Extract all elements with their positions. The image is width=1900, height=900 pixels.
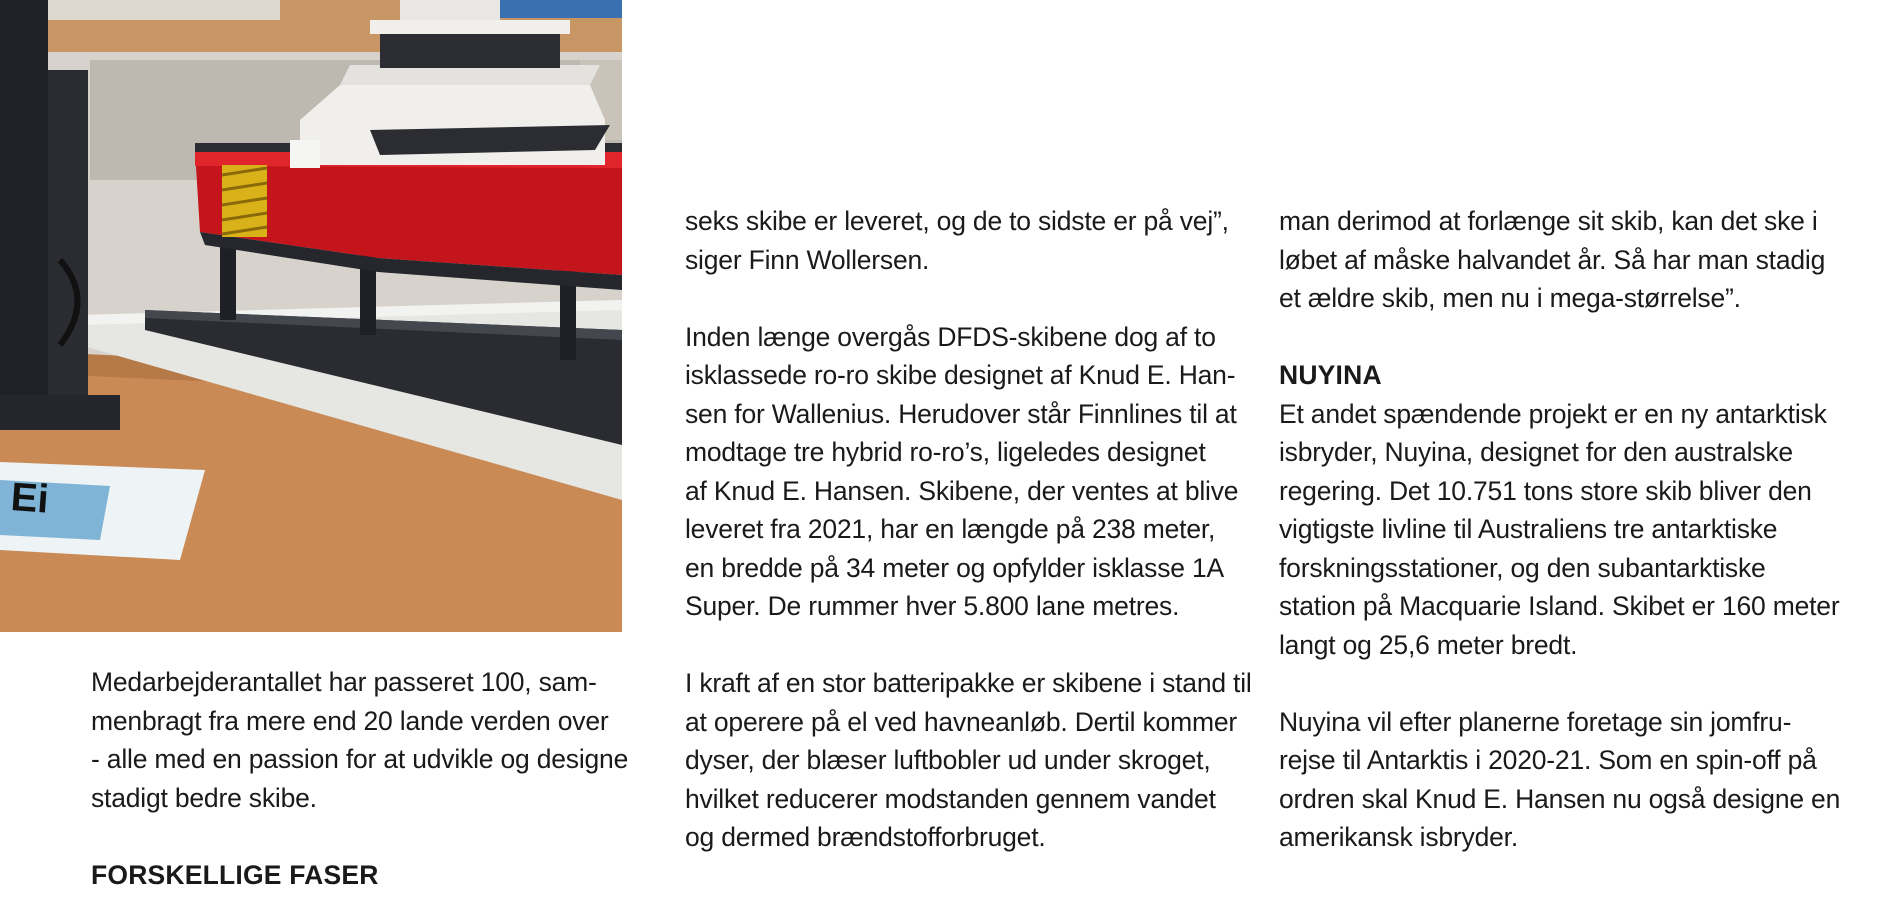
- text-line: regering. Det 10.751 tons store skib bliver den: [1279, 475, 1812, 506]
- text-line: modtage tre hybrid ro-ro’s, ligeledes designet: [685, 437, 1206, 467]
- paragraph: [1279, 202, 1826, 318]
- text-line: stadigt bedre skibe.: [91, 782, 317, 813]
- paragraph: [91, 663, 629, 817]
- text-line: isklassede ro-ro skibe designet af Knud E. Han-: [685, 360, 1236, 390]
- text-line: ordren skal Knud E. Hansen nu også designe en: [1279, 783, 1841, 814]
- text-line: amerikansk isbryder.: [1279, 822, 1519, 852]
- text-column-2: [685, 202, 1252, 857]
- text-line: og dermed brændstofforbruget.: [685, 822, 1046, 852]
- text-line: Et andet spændende projekt er en ny antarktisk: [1279, 398, 1827, 429]
- section-heading: FORSKELLIGE FASER: [91, 859, 379, 890]
- text-line: at operere på el ved havneanløb. Dertil kommer: [685, 706, 1237, 737]
- text-line: hvilket reducerer modstanden gennem vandet: [685, 783, 1216, 814]
- text-line: langt og 25,6 meter bredt.: [1279, 629, 1578, 660]
- text-line: dyser, der blæser luftbobler ud under skroget,: [685, 745, 1211, 775]
- text-line: Medarbejderantallet har passeret 100, sam-: [91, 667, 597, 697]
- text-line: menbragt fra mere end 20 lande verden over: [91, 705, 609, 736]
- text-line: - alle med en passion for at udvikle og designe: [91, 744, 629, 774]
- text-line: rejse til Antarktis i 2020-21. Som en spin-off på: [1279, 745, 1817, 775]
- text-line: et ældre skib, men nu i mega-størrelse”.: [1279, 283, 1741, 313]
- paragraph: [685, 664, 1252, 857]
- text-column-1: [91, 663, 629, 894]
- text-line: forskningsstationer, og den subantarktiske: [1279, 552, 1766, 583]
- text-line: en bredde på 34 meter og opfylder isklasse 1A: [685, 552, 1224, 583]
- text-line: I kraft af en stor batteripakke er skibene i stand til: [685, 668, 1252, 698]
- ship-model-photo: [0, 0, 622, 632]
- text-line: Super. De rummer hver 5.800 lane metres.: [685, 591, 1180, 621]
- section-heading: NUYINA: [1279, 360, 1382, 390]
- paragraph: [1279, 703, 1841, 857]
- text-line: vigtigste livline til Australiens tre antarktiske: [1279, 514, 1778, 544]
- text-line: station på Macquarie Island. Skibet er 160 meter: [1279, 591, 1840, 621]
- paragraph: [1279, 395, 1840, 665]
- text-line: man derimod at forlænge sit skib, kan det ske i: [1279, 206, 1818, 236]
- text-line: Inden længe overgås DFDS-skibene dog af to: [685, 321, 1216, 352]
- paragraph: [685, 202, 1229, 279]
- text-line: siger Finn Wollersen.: [685, 244, 930, 275]
- text-line: seks skibe er leveret, og de to sidste er på vej”,: [685, 206, 1229, 236]
- paragraph: [685, 318, 1239, 626]
- svg-text:Ei: Ei: [9, 475, 51, 522]
- text-line: leveret fra 2021, har en længde på 238 meter,: [685, 514, 1216, 544]
- text-column-3: [1279, 202, 1841, 857]
- text-line: Nuyina vil efter planerne foretage sin jomfru-: [1279, 706, 1792, 737]
- text-line: løbet af måske halvandet år. Så har man stadig: [1279, 244, 1826, 275]
- text-line: sen for Wallenius. Herudover står Finnlines til at: [685, 398, 1237, 429]
- text-line: isbryder, Nuyina, designet for den australske: [1279, 437, 1793, 467]
- text-line: af Knud E. Hansen. Skibene, der ventes at blive: [685, 475, 1239, 506]
